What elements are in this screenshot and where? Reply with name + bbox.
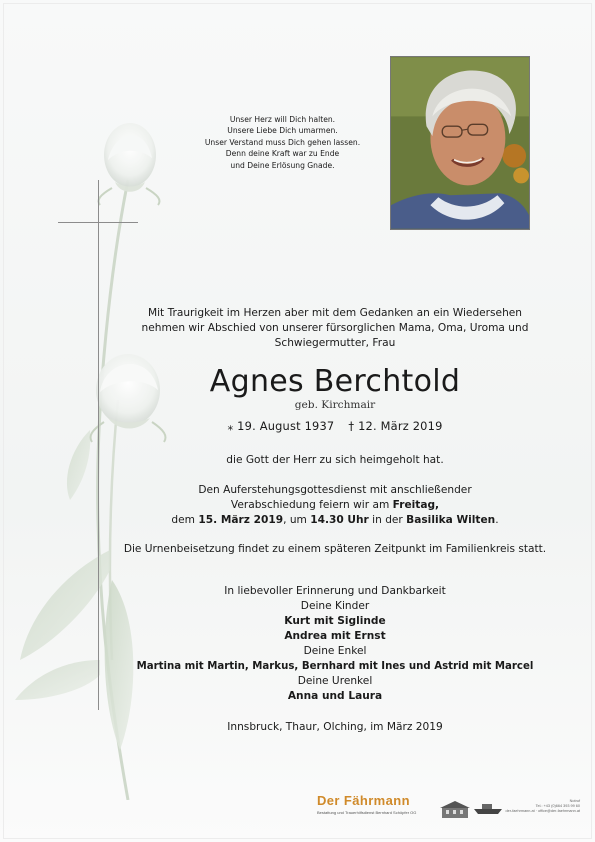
grandchildren-names: Martina mit Martin, Markus, Bernhard mit Ines und Astrid mit Marcel bbox=[136, 661, 534, 672]
service-date: 15. März 2019 bbox=[198, 514, 284, 526]
life-dates bbox=[110, 418, 560, 434]
cross-vertical bbox=[98, 180, 99, 710]
intro-text bbox=[110, 306, 560, 351]
place-date: Innsbruck, Thaur, Olching, im März 2019 bbox=[227, 721, 443, 733]
grandchildren-label: Deine Enkel bbox=[303, 645, 367, 657]
service-place: Basilika Wilten bbox=[406, 514, 496, 526]
portrait-photo bbox=[390, 56, 530, 230]
service-line: Verabschiedung feiern wir am Freitag, bbox=[230, 499, 440, 511]
intro-line: Schwiegermutter, Frau bbox=[274, 337, 396, 349]
death-date: † 12. März 2019 bbox=[348, 419, 443, 433]
service-info bbox=[110, 483, 560, 528]
service-line: Den Auferstehungsgottesdienst mit anschließender bbox=[198, 484, 472, 496]
intro-line: nehmen wir Abschied von unserer fürsorglichen Mama, Oma, Uroma und bbox=[141, 322, 529, 334]
deceased-name: Agnes Berchtold bbox=[209, 364, 461, 399]
service-time: 14.30 Uhr bbox=[310, 514, 369, 526]
ferry-icon bbox=[474, 803, 502, 815]
greatgrandchildren-label: Deine Urenkel bbox=[297, 675, 373, 687]
poem-line: und Deine Erlösung Gnade. bbox=[230, 160, 335, 170]
service-line: dem 15. März 2019, um 14.30 Uhr in der Basilika Wilten. bbox=[171, 514, 499, 526]
mourners-intro: In liebevoller Erinnerung und Dankbarkeit bbox=[224, 585, 446, 597]
building-icon bbox=[440, 801, 470, 819]
birth-name: geb. Kirchmair bbox=[294, 399, 376, 411]
service-day: Freitag, bbox=[392, 499, 440, 511]
poem-line: Unser Herz will Dich halten. bbox=[229, 115, 336, 124]
funeral-home-footer bbox=[300, 793, 585, 823]
poem-line: Unser Verstand muss Dich gehen lassen. bbox=[204, 137, 361, 147]
mourners bbox=[110, 584, 560, 704]
children-names: Kurt mit Siglinde bbox=[284, 615, 386, 627]
poem-line: Denn deine Kraft war zu Ende bbox=[225, 149, 340, 159]
taken-home-text: die Gott der Herr zu sich heimgeholt hat. bbox=[226, 454, 444, 466]
greatgrandchildren-names: Anna und Laura bbox=[287, 690, 383, 702]
children-names: Andrea mit Ernst bbox=[284, 630, 386, 642]
urn-burial-text: Die Urnenbeisetzung findet zu einem späteren Zeitpunkt im Familienkreis statt. bbox=[123, 543, 547, 555]
funeral-home-logo: Der Fährmann bbox=[317, 793, 410, 808]
upper-rose bbox=[99, 123, 160, 205]
poem-line: Unsere Liebe Dich umarmen. bbox=[227, 126, 338, 136]
intro-line: Mit Traurigkeit im Herzen aber mit dem Gedanken an ein Wiedersehen bbox=[147, 307, 523, 319]
poem bbox=[190, 114, 375, 171]
funeral-home-tagline: Bestattung und Trauerhilfsdienst Bernhard Schöpfer OG bbox=[317, 810, 417, 815]
birth-date: ⁎ 19. August 1937 bbox=[227, 419, 335, 433]
cross-horizontal bbox=[58, 222, 138, 223]
children-label: Deine Kinder bbox=[300, 600, 370, 612]
contact-info: Notruf Tel.: +43 (0)664 393 99 60 der-faehrmann.at · office@der-faehrmann.at bbox=[505, 799, 580, 813]
